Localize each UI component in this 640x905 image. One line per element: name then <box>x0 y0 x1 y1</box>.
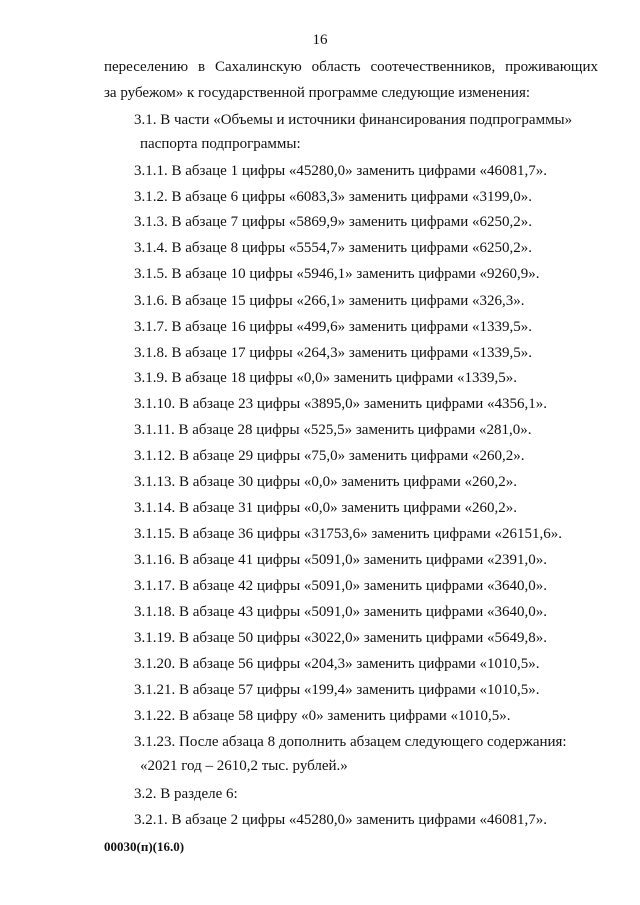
item-3-1-6: 3.1.6. В абзаце 15 цифры «266,1» заменить цифрами «326,3». <box>134 293 525 309</box>
item-3-1-21: 3.1.21. В абзаце 57 цифры «199,4» заменить цифрами «1010,5». <box>134 682 540 698</box>
item-3-1-23-continuation: «2021 год – 2610,2 тыс. рублей.» <box>140 758 348 774</box>
item-3-1-8: 3.1.8. В абзаце 17 цифры «264,3» заменить цифрами «1339,5». <box>134 345 533 361</box>
item-3-1-12: 3.1.12. В абзаце 29 цифры «75,0» заменить цифрами «260,2». <box>134 448 525 464</box>
item-3-1-13: 3.1.13. В абзаце 30 цифры «0,0» заменить цифрами «260,2». <box>134 474 518 490</box>
section-3-1-heading-continuation: паспорта подпрограммы: <box>140 136 301 152</box>
page-number: 16 <box>312 32 328 48</box>
item-3-1-16: 3.1.16. В абзаце 41 цифры «5091,0» заменить цифрами «2391,0». <box>134 552 548 568</box>
intro-line-2: за рубежом» к государственной программе следующие изменения: <box>104 85 531 101</box>
item-3-2-1: 3.2.1. В абзаце 2 цифры «45280,0» заменить цифрами «46081,7». <box>134 812 548 828</box>
item-3-1-4: 3.1.4. В абзаце 8 цифры «5554,7» заменить цифрами «6250,2». <box>134 240 533 256</box>
item-3-1-20: 3.1.20. В абзаце 56 цифры «204,3» заменить цифрами «1010,5». <box>134 656 540 672</box>
item-3-1-14: 3.1.14. В абзаце 31 цифры «0,0» заменить цифрами «260,2». <box>134 500 518 516</box>
item-3-1-10: 3.1.10. В абзаце 23 цифры «3895,0» заменить цифрами «4356,1». <box>134 396 548 412</box>
item-3-1-5: 3.1.5. В абзаце 10 цифры «5946,1» заменить цифрами «9260,9». <box>134 266 540 282</box>
intro-line-1: переселению в Сахалинскую область соотечественников, проживающих <box>104 59 598 75</box>
item-3-1-7: 3.1.7. В абзаце 16 цифры «499,6» заменить цифрами «1339,5». <box>134 319 533 335</box>
item-3-1-17: 3.1.17. В абзаце 42 цифры «5091,0» заменить цифрами «3640,0». <box>134 578 548 594</box>
item-3-1-19: 3.1.19. В абзаце 50 цифры «3022,0» заменить цифрами «5649,8». <box>134 630 548 646</box>
item-3-1-1: 3.1.1. В абзаце 1 цифры «45280,0» заменить цифрами «46081,7». <box>134 163 548 179</box>
item-3-1-3: 3.1.3. В абзаце 7 цифры «5869,9» заменить цифрами «6250,2». <box>134 214 533 230</box>
item-3-1-18: 3.1.18. В абзаце 43 цифры «5091,0» заменить цифрами «3640,0». <box>134 604 548 620</box>
item-3-1-9: 3.1.9. В абзаце 18 цифры «0,0» заменить цифрами «1339,5». <box>134 370 518 386</box>
section-3-1-heading: 3.1. В части «Объемы и источники финансирования подпрограммы» <box>134 112 573 128</box>
footer-document-code: 00030(п)(16.0) <box>104 839 185 854</box>
item-3-1-22: 3.1.22. В абзаце 58 цифру «0» заменить цифрами «1010,5». <box>134 708 511 724</box>
item-3-1-2: 3.1.2. В абзаце 6 цифры «6083,3» заменить цифрами «3199,0». <box>134 189 533 205</box>
item-3-1-11: 3.1.11. В абзаце 28 цифры «525,5» заменить цифрами «281,0». <box>134 422 532 438</box>
item-3-1-23: 3.1.23. После абзаца 8 дополнить абзацем следующего содержания: <box>134 734 567 750</box>
item-3-1-15: 3.1.15. В абзаце 36 цифры «31753,6» заменить цифрами «26151,6». <box>134 526 563 542</box>
section-3-2-heading: 3.2. В разделе 6: <box>134 786 238 802</box>
